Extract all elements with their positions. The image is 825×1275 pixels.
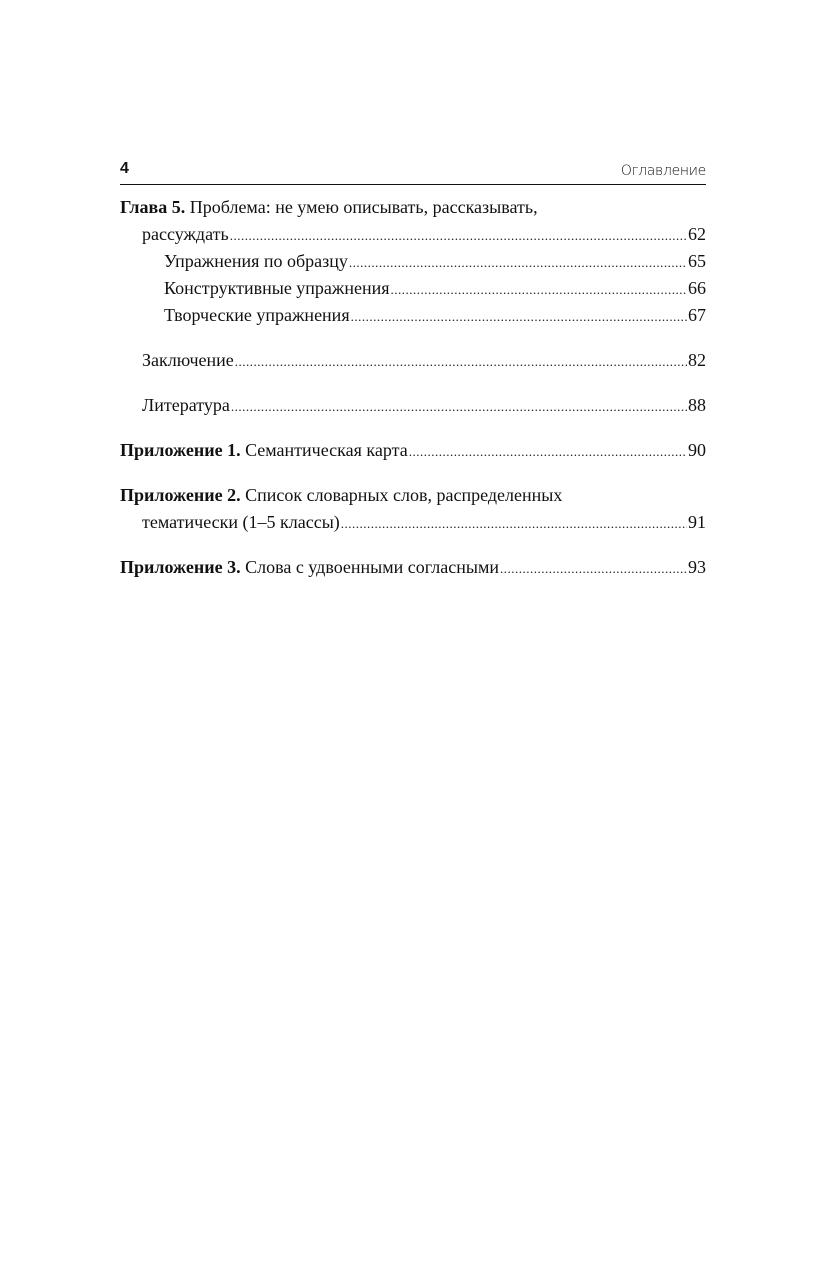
entry-title: Литература [142, 395, 230, 415]
page-ref: 66 [688, 278, 706, 298]
leader-dots [500, 554, 687, 582]
toc-entry-chapter5-line2[interactable] [120, 221, 706, 248]
entry-title: Заключение [142, 350, 234, 370]
running-title: Оглавление [620, 163, 706, 179]
toc-entry-appendix1[interactable] [120, 437, 706, 464]
leader-dots [409, 437, 687, 465]
appendix-title-cont: тематически (1–5 классы) [142, 512, 340, 532]
leader-dots [351, 302, 687, 330]
toc-entry-literature[interactable] [120, 392, 706, 419]
appendix-title: Список словарных слов, распределенных [240, 485, 563, 505]
toc-entry-appendix2-line2[interactable] [120, 509, 706, 536]
leader-dots [341, 509, 687, 537]
page-ref: 93 [688, 557, 706, 577]
toc-entry-chapter5-line1[interactable] [120, 194, 706, 221]
subsection-title: Творческие упражнения [164, 305, 350, 325]
leader-dots [349, 248, 687, 276]
page-ref: 91 [688, 512, 706, 532]
page-ref: 88 [688, 395, 706, 415]
chapter-title-cont: рассуждать [142, 224, 229, 244]
appendix-label: Приложение 2. [120, 485, 241, 505]
page-ref: 67 [688, 305, 706, 325]
toc-entry-subsection[interactable] [120, 248, 706, 275]
leader-dots [391, 275, 687, 303]
page-number: 4 [120, 160, 129, 177]
appendix-label: Приложение 1. [120, 440, 241, 460]
toc-entry-subsection[interactable] [120, 275, 706, 302]
toc-entry-subsection[interactable] [120, 302, 706, 329]
appendix-label: Приложение 3. [120, 557, 241, 577]
page-ref: 90 [688, 440, 706, 460]
subsection-title: Упражнения по образцу [164, 251, 348, 271]
appendix-title: Семантическая карта [240, 440, 408, 460]
subsection-title: Конструктивные упражнения [164, 278, 390, 298]
chapter-label: Глава 5. [120, 197, 186, 217]
toc-entry-appendix3[interactable] [120, 554, 706, 581]
leader-dots [230, 221, 687, 249]
chapter-title: Проблема: не умею описывать, рассказывать, [185, 197, 538, 217]
page-ref: 65 [688, 251, 706, 271]
toc-entry-appendix2-line1[interactable] [120, 482, 706, 509]
page-ref: 62 [688, 224, 706, 244]
page-ref: 82 [688, 350, 706, 370]
page-header [120, 158, 706, 185]
leader-dots [235, 347, 687, 375]
leader-dots [231, 392, 687, 420]
table-of-contents [120, 194, 706, 581]
appendix-title: Слова с удвоенными согласными [240, 557, 499, 577]
toc-entry-conclusion[interactable] [120, 347, 706, 374]
